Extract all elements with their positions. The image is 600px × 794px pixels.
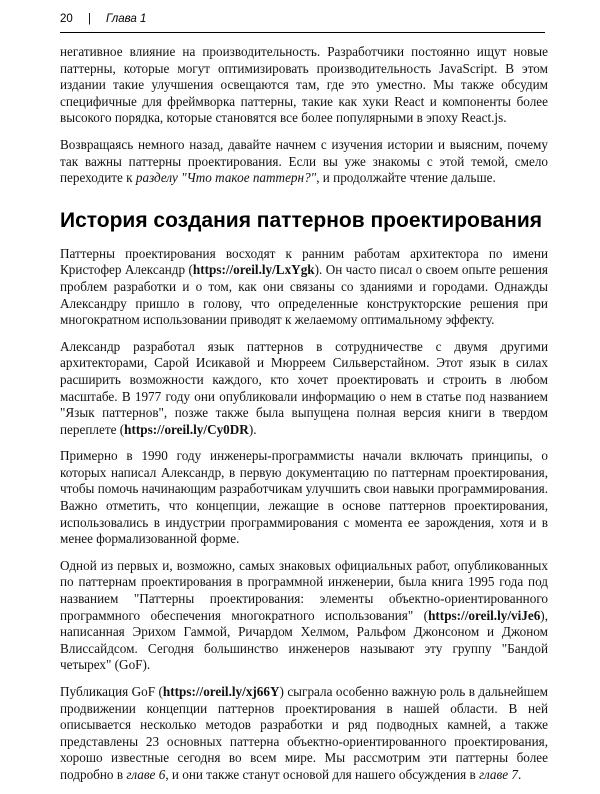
paragraph-text: ). Он часто писал о своем опыте решения проблем разработки и о том, как они связаны со зданиями и городами. Однажды Александру пришло в голову, что определенные конструкторские решения при многократном использовании приводят к желаемому оптимальному эффекту. <box>60 262 548 328</box>
url-link-cy0dr[interactable]: https://oreil.ly/Cy0DR <box>124 421 249 437</box>
paragraph-4 <box>60 339 548 439</box>
paragraph-text: . <box>517 766 522 782</box>
paragraph-text: Примерно в 1990 году инженеры-программисты начали включать принципы, о которых написал Александр, в первую документацию по паттернам проектирования, чтобы помочь начинающим разработчикам улучшить свои навыки программирования. Важно отметить, что концепции, лежащие в основе паттернов проектирования, использовались в индустрии программирования с момента ее зарождения, хотя и в менее формализованной форме. <box>60 448 548 547</box>
paragraph-text: Возвращаясь немного назад, давайте начнем с изучения истории и выясним, почему так важны паттерны проектирования. Если вы уже знакомы с этой темой, смело переходите к <box>60 136 548 186</box>
url-link-vije6[interactable]: https://oreil.ly/viJe6 <box>428 607 541 623</box>
url-link-xj66y[interactable]: https://oreil.ly/xj66Y <box>162 684 280 699</box>
paragraph-text: ) сыграла особенно важную роль в дальнейшем продвижении концепции паттернов проектирования в нашей области. В ней описывается несколько методов разработки и ряд подводных камней, а также представлены 23 основных паттерна объектно-ориентированного проектирования, хорошо известные сегодня во всем мире. Мы рассмотрим эти паттерны более подробно в <box>60 684 548 782</box>
paragraph-text: , и они также станут основой для нашего обсуждения в <box>165 766 480 782</box>
paragraph-text: ). <box>248 421 257 437</box>
paragraph-text: Публикация GoF ( <box>60 684 163 699</box>
page-number: 20 <box>60 13 73 25</box>
paragraph-text: Александр разработал язык паттернов в сотрудничестве с двумя другими архитекторами, Сарой Исикавой и Мюрреем Сильверстайном. Этот язык в силах расширить возможности каждого, кто хочет проектировать и строить в любом масштабе. В 1977 году они опубликовали информацию о нем в статье под названием "Язык паттернов", позже также была выпущена полная версия книги в твердом переплете ( <box>60 338 548 437</box>
chapter-label: Глава 1 <box>106 13 147 25</box>
chapter-reference-7[interactable]: главе 7 <box>479 766 518 782</box>
url-link-lxygk[interactable]: https://oreil.ly/LxYgk <box>192 262 315 278</box>
chapter-reference-6[interactable]: главе 6 <box>126 766 166 782</box>
header-separator: | <box>88 13 91 25</box>
section-reference-link[interactable]: разделу "Что такое паттерн?" <box>135 170 317 186</box>
paragraph-intro-1 <box>60 44 548 127</box>
paragraph-6 <box>60 558 548 674</box>
paragraph-text: Паттерны проектирования восходят к ранним работам архитектора по имени Кристофер Александр ( <box>60 245 548 278</box>
paragraph-text: ), написанная Эрихом Гаммой, Ричардом Хелмом, Ральфом Джонсоном и Джоном Влиссайдсом. Сегодня большинство инженеров называют эту группу "Бандой четырех" (GoF). <box>60 607 548 673</box>
paragraph-text: негативное влияние на производительность. Разработчики постоянно ищут новые паттерны, которые могут оптимизировать производительность JavaScript. В этом издании такие улучшения освещаются там, где это уместно. Мы также обсудим специфичные для фреймворка паттерны, такие как хуки React и компоненты более высокого порядка, которые становятся все более популярными в эпоху React.js. <box>60 44 548 126</box>
paragraph-7 <box>60 684 548 784</box>
paragraph-5 <box>60 448 548 548</box>
running-header <box>60 10 545 33</box>
section-heading: История создания паттернов проектирования <box>60 208 543 232</box>
paragraph-text: Одной из первых и, возможно, самых знаковых официальных работ, опубликованных по паттернам проектирования в программной инженерии, была книга 1995 года под названием "Паттерны проектирования: элементы объектно-ориентированного программного обеспечения многократного использования" ( <box>60 557 548 623</box>
page-body <box>60 44 548 794</box>
paragraph-intro-2 <box>60 137 548 187</box>
paragraph-3 <box>60 246 548 329</box>
paragraph-text: , и продолжайте чтение дальше. <box>316 170 496 186</box>
